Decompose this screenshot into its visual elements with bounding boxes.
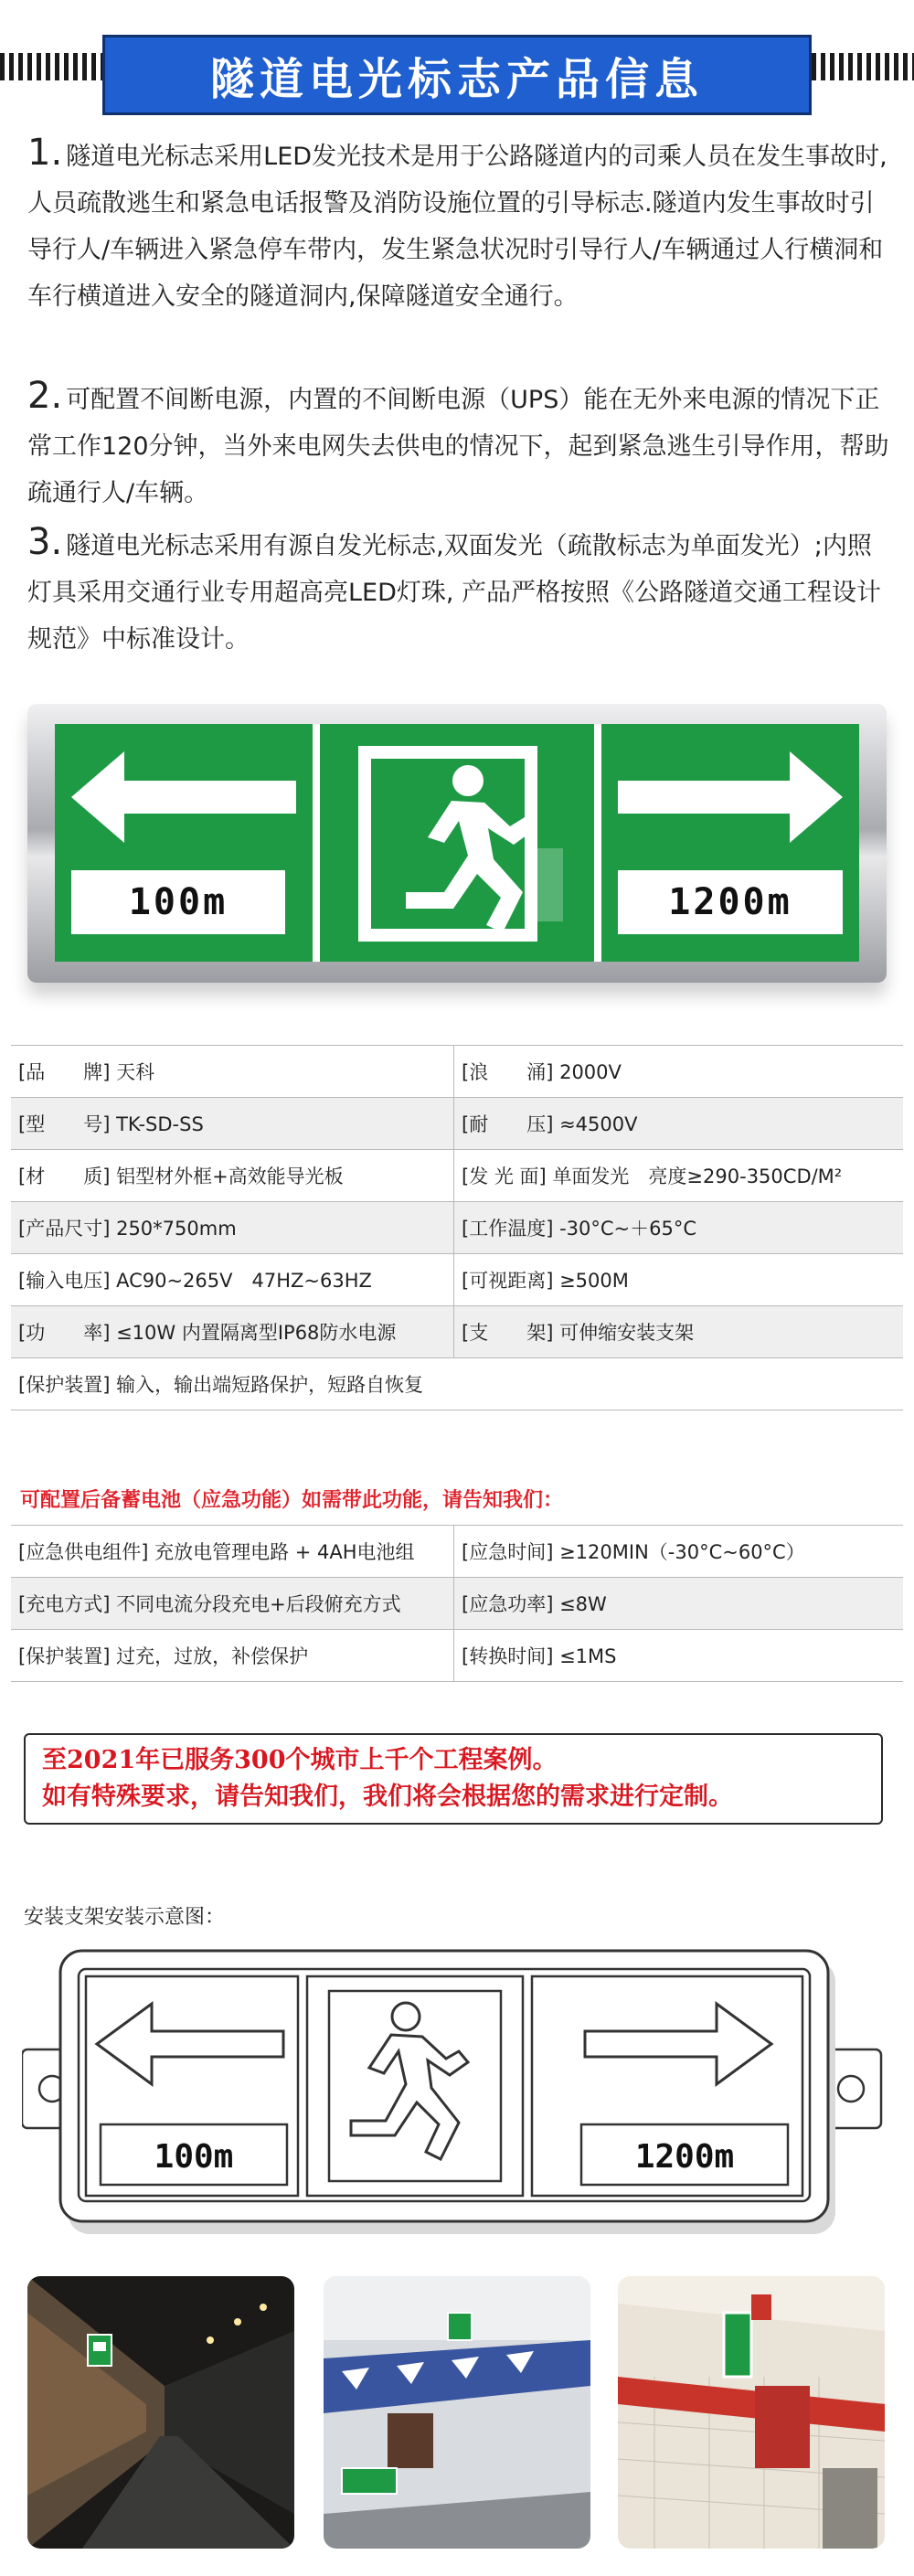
spec-value: ≥120MIN（-30°C~60°C） <box>559 1541 805 1563</box>
intro-paragraph-2 <box>27 373 891 516</box>
spec-label: [输入电压] <box>18 1270 111 1292</box>
spec-label: [可视距离] <box>462 1270 554 1292</box>
spec-value: 输入，输出端短路保护，短路自恢复 <box>116 1374 424 1396</box>
sign-center-panel <box>320 724 594 962</box>
spec-value: 过充，过放，补偿保护 <box>116 1645 309 1667</box>
spec-value: 不同电流分段充电+后段俯充方式 <box>116 1593 401 1615</box>
intro-number-2: 2. <box>27 375 63 417</box>
table-row <box>11 1254 903 1306</box>
table-row <box>11 1046 903 1098</box>
spec-label: [应急供电组件] <box>18 1541 149 1563</box>
tunnel-photo-3 <box>618 2276 885 2549</box>
spec-value: ≥500M <box>559 1270 629 1292</box>
service-notice <box>24 1733 883 1825</box>
spec-value: 2000V <box>559 1061 622 1083</box>
spec-label: [充电方式] <box>18 1593 111 1615</box>
table-row <box>11 1358 903 1410</box>
install-right-distance: 1200m <box>634 2138 735 2176</box>
spec-label: [应急时间] <box>462 1541 554 1563</box>
spec-value: 铝型材外框+高效能导光板 <box>116 1166 344 1187</box>
spec-value: AC90~265V 47HZ~63HZ <box>116 1270 372 1292</box>
spec-value: 可伸缩安装支架 <box>559 1322 695 1344</box>
sign-left-panel <box>55 724 313 962</box>
table-row <box>11 1098 903 1150</box>
product-sign <box>27 704 887 983</box>
intro-text-2: 可配置不间断电源，内置的不间断电源（UPS）能在无外来电源的情况下正常工作120分钟，当外来电网失去供电的情况下，起到紧急逃生引导作用，帮助疏通行人/车辆。 <box>27 386 889 507</box>
table-row <box>11 1630 903 1682</box>
table-row <box>11 1150 903 1202</box>
spec-label: [功 率] <box>18 1322 111 1344</box>
table-row <box>11 1578 903 1630</box>
install-diagram <box>22 1943 890 2245</box>
spec-label: [型 号] <box>18 1113 111 1135</box>
intro-paragraph-1 <box>27 130 891 320</box>
spec-label: [发 光 面] <box>462 1166 547 1187</box>
spec-label: [材 质] <box>18 1166 111 1187</box>
spec-value: ≤1MS <box>559 1645 617 1667</box>
spec-value: TK-SD-SS <box>116 1113 204 1135</box>
intro-number-1: 1. <box>27 132 63 174</box>
tunnel-photo-1 <box>27 2276 294 2549</box>
spec-label: [支 架] <box>462 1322 554 1344</box>
spec-label: [保护装置] <box>18 1645 111 1667</box>
spec-value: 天科 <box>116 1061 155 1083</box>
spec-label: [耐 压] <box>462 1113 554 1135</box>
install-left-distance: 100m <box>154 2138 234 2176</box>
table-row <box>11 1202 903 1254</box>
spec-label: [工作温度] <box>462 1218 554 1240</box>
spec-label: [产品尺寸] <box>18 1218 111 1240</box>
table-row <box>11 1306 903 1358</box>
notice-line-2: 如有特殊要求，请告知我们，我们将会根据您的需求进行定制。 <box>42 1783 733 1811</box>
table-row <box>11 1526 903 1578</box>
spec-label: [品 牌] <box>18 1061 111 1083</box>
spec-table <box>11 1045 903 1410</box>
intro-number-3: 3. <box>27 521 63 563</box>
spec-value: 充放电管理电路 + 4AH电池组 <box>154 1541 415 1563</box>
spec-value: 单面发光 亮度≥290-350CD/M² <box>552 1166 843 1187</box>
arrow-left-icon <box>71 751 296 843</box>
page-title: 隧道电光标志产品信息 <box>102 35 812 115</box>
battery-note: 可配置后备蓄电池（应急功能）如需带此功能，请告知我们： <box>20 1489 564 1512</box>
intro-text-3: 隧道电光标志采用有源自发光标志,双面发光（疏散标志为单面发光）;内照灯具采用交通行业专用超高亮LED灯珠, 产品严格按照《公路隧道交通工程设计规范》中标准设计。 <box>27 532 882 654</box>
outline-running-man-icon <box>329 1991 501 2181</box>
header-stripes-right <box>812 53 914 80</box>
sign-left-distance: 100m <box>71 870 285 934</box>
spec-value: ≤8W <box>559 1593 607 1615</box>
spec-value: ≈4500V <box>559 1113 638 1135</box>
spec-value: ≤10W 内置隔离型IP68防水电源 <box>116 1322 397 1344</box>
sign-right-panel <box>601 724 859 962</box>
running-man-exit-icon <box>331 737 583 949</box>
sign-right-distance: 1200m <box>618 870 843 934</box>
spec-value: 250*750mm <box>116 1218 237 1240</box>
spec-label: [应急功率] <box>462 1593 554 1615</box>
install-diagram-title: 安装支架安装示意图： <box>24 1906 226 1929</box>
arrow-right-icon <box>618 751 843 843</box>
intro-text-1: 隧道电光标志采用LED发光技术是用于公路隧道内的司乘人员在发生事故时,人员疏散逃生和紧急电话报警及消防设施位置的引导标志.隧道内发生事故时引导行人/车辆进入紧急停车带内，发生紧急状况时引导行人/车辆通过人行横洞和车行横道进入安全的隧道洞内,保障隧道安全通行。 <box>27 143 887 311</box>
spec-label: [转换时间] <box>462 1645 554 1667</box>
spec-value: -30°C~＋65°C <box>559 1218 697 1240</box>
battery-table <box>11 1525 903 1682</box>
spec-label: [浪 涌] <box>462 1061 554 1083</box>
intro-paragraph-3 <box>27 519 891 663</box>
spec-label: [保护装置] <box>18 1374 111 1396</box>
notice-line-1: 至2021年已服务300个城市上千个工程案例。 <box>42 1746 558 1774</box>
tunnel-photo-2 <box>324 2276 590 2549</box>
header-stripes-left <box>0 53 102 80</box>
